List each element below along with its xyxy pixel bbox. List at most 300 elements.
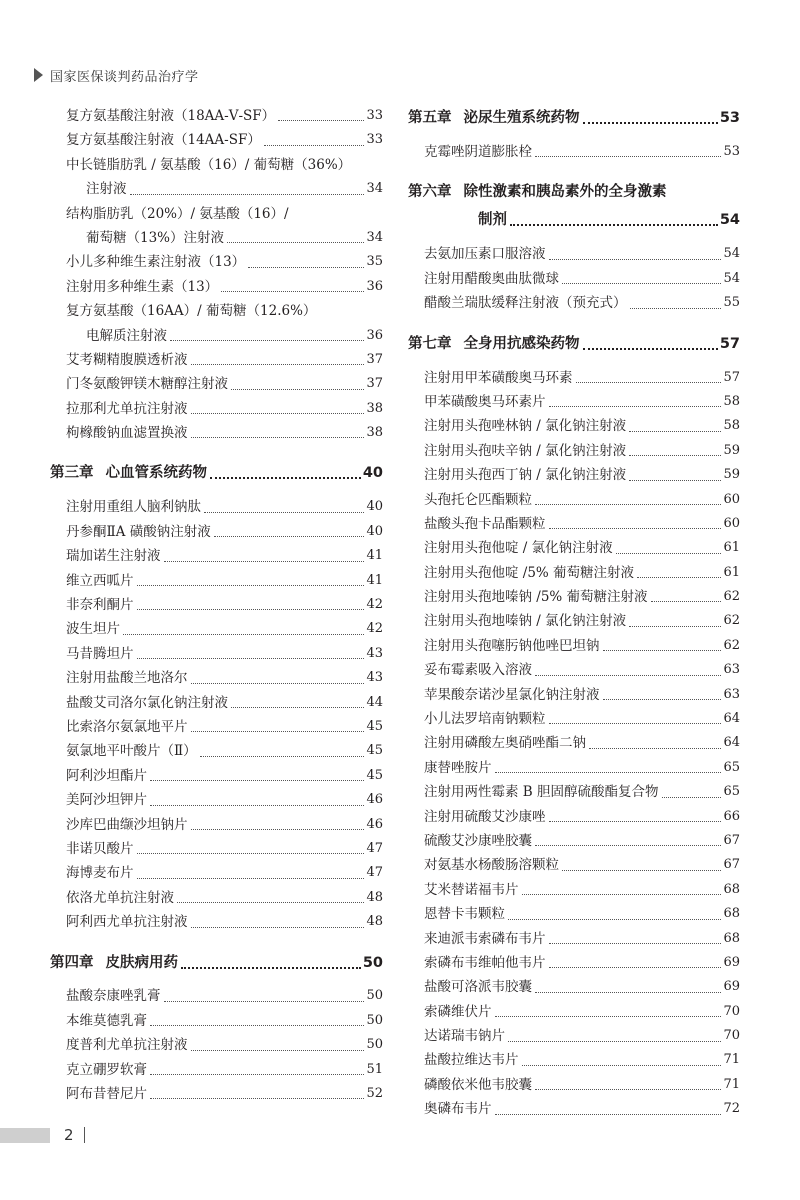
toc-entry[interactable] xyxy=(408,1097,740,1121)
chapter-number: 第五章 xyxy=(408,110,452,126)
chapter-number: 第四章 xyxy=(50,954,94,971)
toc-entry-title: 甲苯磺酸奥马环素片 xyxy=(424,393,546,410)
dot-leader xyxy=(522,1065,722,1066)
toc-page-number: 40 xyxy=(366,523,383,539)
toc-page-number: 43 xyxy=(366,670,383,686)
toc-page-number: 61 xyxy=(723,564,740,580)
toc-page-number: 46 xyxy=(366,792,383,808)
toc-entry[interactable] xyxy=(50,128,383,152)
dot-leader xyxy=(137,658,365,659)
dot-leader xyxy=(549,967,722,968)
toc-page-number: 46 xyxy=(366,816,383,832)
toc-entry-title: 苹果酸奈诺沙星氯化钠注射液 xyxy=(424,686,600,703)
dot-leader xyxy=(264,145,365,146)
toc-entry-title: 去氨加压素口服溶液 xyxy=(424,246,546,263)
toc-entry-title: 注射用两性霉素 B 胆固醇硫酸酯复合物 xyxy=(424,784,659,801)
toc-page-number: 68 xyxy=(723,906,740,922)
toc-entry-title: 中长链脂肪乳 / 氨基酸（16）/ 葡萄糖（36%） xyxy=(66,156,352,173)
toc-entry[interactable] xyxy=(50,397,383,421)
toc-page-number: 53 xyxy=(719,110,740,126)
toc-entry[interactable] xyxy=(408,414,740,438)
dot-leader xyxy=(150,1098,364,1099)
toc-page-number: 69 xyxy=(723,954,740,970)
page-footer xyxy=(0,1124,85,1146)
toc-entry-title: 艾米替诺福韦片 xyxy=(424,881,519,898)
triangle-marker-icon xyxy=(34,68,43,82)
toc-page-number: 54 xyxy=(723,270,740,286)
toc-page-number: 63 xyxy=(723,686,740,702)
chapter-title: 心血管系统药物 xyxy=(105,465,207,482)
toc-page-number: 50 xyxy=(362,954,383,971)
toc-entry[interactable] xyxy=(50,642,383,666)
dot-leader xyxy=(549,723,722,724)
dot-leader xyxy=(150,780,364,781)
toc-entry[interactable] xyxy=(408,585,740,609)
toc-entry-title: 盐酸奈康唑乳膏 xyxy=(66,988,161,1005)
toc-page-number: 47 xyxy=(366,865,383,881)
toc-entry-title: 奥磷布韦片 xyxy=(424,1101,492,1118)
chapter-heading[interactable] xyxy=(50,949,383,977)
toc-entry[interactable] xyxy=(50,153,383,177)
toc-entry[interactable] xyxy=(408,366,740,390)
toc-entry[interactable] xyxy=(50,691,383,715)
chapter-heading[interactable] xyxy=(408,206,740,234)
toc-entry-title: 瑞加诺生注射液 xyxy=(66,548,161,565)
toc-entry[interactable] xyxy=(408,683,740,707)
dot-leader xyxy=(583,122,718,124)
toc-entry-title: 非奈利酮片 xyxy=(66,597,134,614)
toc-page-number: 63 xyxy=(723,662,740,678)
dot-leader xyxy=(510,224,718,226)
dot-leader xyxy=(549,259,722,260)
dot-leader xyxy=(137,585,365,586)
toc-entry-title: 来迪派韦索磷布韦片 xyxy=(424,930,546,947)
dot-leader xyxy=(191,1050,365,1051)
toc-entry-title: 克立硼罗软膏 xyxy=(66,1061,147,1078)
dot-leader xyxy=(191,413,365,414)
toc-entry[interactable] xyxy=(50,764,383,788)
toc-page-number: 58 xyxy=(723,393,740,409)
toc-entry-title: 阿利西尤单抗注射液 xyxy=(66,914,188,931)
dot-leader xyxy=(562,283,721,284)
dot-leader xyxy=(204,512,364,513)
dot-leader xyxy=(522,894,722,895)
toc-page-number: 42 xyxy=(366,597,383,613)
toc-entry-title: 注射用头孢他啶 /5% 葡萄糖注射液 xyxy=(424,564,635,581)
dot-leader xyxy=(629,455,721,456)
toc-entry[interactable] xyxy=(408,140,740,164)
toc-entry[interactable] xyxy=(408,829,740,853)
toc-entry-title: 氨氯地平叶酸片（Ⅱ） xyxy=(66,743,197,760)
toc-entry-title: 头孢托仑匹酯颗粒 xyxy=(424,491,532,508)
dot-leader xyxy=(508,1041,721,1042)
toc-page-number: 53 xyxy=(723,143,740,159)
toc-entry[interactable] xyxy=(50,348,383,372)
dot-leader xyxy=(629,480,721,481)
dot-leader xyxy=(495,1114,722,1115)
toc-entry[interactable] xyxy=(408,927,740,951)
toc-entry[interactable] xyxy=(50,226,383,250)
toc-entry-title: 康替唑胺片 xyxy=(424,759,492,776)
toc-entry[interactable] xyxy=(50,1058,383,1082)
toc-entry-title: 注射用头孢噻肟钠他唑巴坦钠 xyxy=(424,637,600,654)
dot-leader xyxy=(221,291,364,292)
toc-entry[interactable] xyxy=(50,372,383,396)
dot-leader xyxy=(603,699,722,700)
toc-entry[interactable] xyxy=(408,853,740,877)
toc-entry-title: 注射用头孢地嗪钠 / 氯化钠注射液 xyxy=(424,613,627,630)
page-number: 2 xyxy=(64,1126,74,1144)
toc-entry-title: 注射用磷酸左奥硝唑酯二钠 xyxy=(424,735,586,752)
toc-page-number: 41 xyxy=(366,572,383,588)
toc-entry[interactable] xyxy=(408,902,740,926)
toc-entry[interactable] xyxy=(50,299,383,323)
toc-entry-title: 小儿多种维生素注射液（13） xyxy=(66,254,246,271)
dot-leader xyxy=(137,609,365,610)
toc-entry[interactable] xyxy=(408,975,740,999)
dot-leader xyxy=(576,382,722,383)
toc-entry[interactable] xyxy=(50,739,383,763)
toc-entry-title: 注射用盐酸兰地洛尔 xyxy=(66,670,188,687)
dot-leader xyxy=(164,1001,365,1002)
toc-entry-title: 注射液 xyxy=(86,181,127,198)
toc-page-number: 62 xyxy=(723,637,740,653)
dot-leader xyxy=(181,967,361,969)
dot-leader xyxy=(549,943,722,944)
toc-entry[interactable] xyxy=(50,104,383,128)
toc-page-number: 71 xyxy=(723,1076,740,1092)
dot-leader xyxy=(616,553,722,554)
toc-page-number: 60 xyxy=(723,491,740,507)
dot-leader xyxy=(508,919,721,920)
toc-entry-title: 电解质注射液 xyxy=(86,327,167,344)
toc-entry-title: 恩替卡韦颗粒 xyxy=(424,906,505,923)
toc-entry-title: 注射用重组人脑利钠肽 xyxy=(66,499,201,516)
dot-leader xyxy=(603,650,722,651)
toc-entry[interactable] xyxy=(50,666,383,690)
toc-page-number: 64 xyxy=(723,735,740,751)
toc-entry-title: 注射用头孢唑林钠 / 氯化钠注射液 xyxy=(424,418,627,435)
dot-leader xyxy=(549,406,722,407)
dot-leader xyxy=(562,870,721,871)
chapter-heading[interactable] xyxy=(50,459,383,487)
toc-entry-title: 小儿法罗培南钠颗粒 xyxy=(424,711,546,728)
toc-page-number: 57 xyxy=(719,335,740,352)
book-title: 国家医保谈判药品治疗学 xyxy=(50,69,199,85)
chapter-title: 除性激素和胰岛素外的全身激素 xyxy=(463,184,667,201)
toc-entry-title: 克霉唑阴道膨胀栓 xyxy=(424,143,532,160)
toc-page-number: 67 xyxy=(723,832,740,848)
toc-entry-title: 注射用头孢呋辛钠 / 氯化钠注射液 xyxy=(424,442,627,459)
dot-leader xyxy=(231,707,364,708)
toc-entry[interactable] xyxy=(50,1082,383,1106)
toc-entry[interactable] xyxy=(50,569,383,593)
toc-entry-title: 沙库巴曲缬沙坦钠片 xyxy=(66,816,188,833)
toc-entry[interactable] xyxy=(50,495,383,519)
dot-leader xyxy=(535,504,721,505)
dot-leader xyxy=(630,308,722,309)
toc-entry-title: 阿利沙坦酯片 xyxy=(66,767,147,784)
dot-leader xyxy=(191,437,365,438)
toc-entry[interactable] xyxy=(408,731,740,755)
toc-page-number: 61 xyxy=(723,540,740,556)
toc-entry[interactable] xyxy=(408,609,740,633)
toc-entry-title: 比索洛尔氨氯地平片 xyxy=(66,718,188,735)
dot-leader xyxy=(150,1025,364,1026)
toc-entry-title: 枸橼酸钠血滤置换液 xyxy=(66,425,188,442)
toc-entry-title: 维立西呱片 xyxy=(66,572,134,589)
dot-leader xyxy=(549,528,722,529)
toc-page-number: 62 xyxy=(723,589,740,605)
toc-entry[interactable] xyxy=(408,1073,740,1097)
toc-entry-title: 注射用硫酸艾沙康唑 xyxy=(424,808,546,825)
toc-entry[interactable] xyxy=(408,878,740,902)
toc-entry-title: 盐酸头孢卡品酯颗粒 xyxy=(424,515,546,532)
toc-page-number: 45 xyxy=(366,718,383,734)
toc-entry[interactable] xyxy=(50,520,383,544)
dot-leader xyxy=(495,772,722,773)
toc-entry[interactable] xyxy=(408,756,740,780)
toc-page-number: 43 xyxy=(366,645,383,661)
toc-entry-title: 达诺瑞韦钠片 xyxy=(424,1028,505,1045)
dot-leader xyxy=(137,853,365,854)
toc-entry[interactable] xyxy=(408,242,740,266)
dot-leader xyxy=(278,120,364,121)
toc-page-number: 55 xyxy=(723,295,740,311)
dot-leader xyxy=(214,536,365,537)
toc-page-number: 54 xyxy=(719,212,740,229)
toc-page-number: 48 xyxy=(366,889,383,905)
toc-page-number: 40 xyxy=(362,465,383,482)
toc-page-number: 59 xyxy=(723,442,740,458)
dot-leader xyxy=(210,477,361,479)
toc-entry[interactable] xyxy=(50,813,383,837)
toc-entry-title: 妥布霉素吸入溶液 xyxy=(424,662,532,679)
toc-entry[interactable] xyxy=(408,658,740,682)
toc-entry[interactable] xyxy=(408,1024,740,1048)
dot-leader xyxy=(191,364,365,365)
dot-leader xyxy=(662,797,722,798)
toc-entry[interactable] xyxy=(50,715,383,739)
chapter-heading[interactable] xyxy=(408,104,740,132)
toc-entry[interactable] xyxy=(408,1000,740,1024)
toc-page-number: 33 xyxy=(366,107,383,123)
toc-page-number: 68 xyxy=(723,930,740,946)
toc-entry-title: 复方氨基酸（16AA）/ 葡萄糖（12.6%） xyxy=(66,303,317,320)
toc-page-number: 50 xyxy=(366,988,383,1004)
toc-entry[interactable] xyxy=(408,439,740,463)
toc-page-number: 35 xyxy=(366,254,383,270)
dot-leader xyxy=(191,683,365,684)
toc-entry-title: 马昔腾坦片 xyxy=(66,645,134,662)
toc-entry[interactable] xyxy=(408,488,740,512)
dot-leader xyxy=(191,731,365,732)
toc-entry-title: 波生坦片 xyxy=(66,621,120,638)
toc-entry-title: 依洛尤单抗注射液 xyxy=(66,889,174,906)
toc-page-number: 72 xyxy=(723,1101,740,1117)
dot-leader xyxy=(589,748,721,749)
toc-entry-title: 索磷布韦维帕他韦片 xyxy=(424,954,546,971)
toc-entry[interactable] xyxy=(50,617,383,641)
toc-entry-title: 盐酸艾司洛尔氯化钠注射液 xyxy=(66,694,228,711)
toc-entry-title: 注射用多种维生素（13） xyxy=(66,278,219,295)
toc-entry[interactable] xyxy=(408,951,740,975)
toc-entry-title: 拉那利尤单抗注射液 xyxy=(66,400,188,417)
toc-entry[interactable] xyxy=(408,291,740,315)
toc-entry[interactable] xyxy=(50,544,383,568)
toc-entry[interactable] xyxy=(408,707,740,731)
toc-page-number: 38 xyxy=(366,400,383,416)
toc-page-number: 47 xyxy=(366,840,383,856)
toc-entry[interactable] xyxy=(408,780,740,804)
toc-entry[interactable] xyxy=(50,421,383,445)
dot-leader xyxy=(629,431,721,432)
toc-entry-title: 本维莫德乳膏 xyxy=(66,1012,147,1029)
toc-entry-title: 注射用甲苯磺酸奥马环素 xyxy=(424,369,573,386)
toc-entry-title: 对氨基水杨酸肠溶颗粒 xyxy=(424,857,559,874)
chapter-title: 泌尿生殖系统药物 xyxy=(463,110,580,126)
toc-entry[interactable] xyxy=(408,512,740,536)
dot-leader xyxy=(231,389,364,390)
toc-page-number: 59 xyxy=(723,467,740,483)
toc-entry[interactable] xyxy=(408,390,740,414)
dot-leader xyxy=(535,1089,721,1090)
toc-entry[interactable] xyxy=(50,202,383,226)
footer-divider xyxy=(84,1127,85,1143)
dot-leader xyxy=(651,601,722,602)
toc-entry-title: 门冬氨酸钾镁木糖醇注射液 xyxy=(66,376,228,393)
dot-leader xyxy=(535,845,721,846)
dot-leader xyxy=(130,194,365,195)
toc-entry-title: 盐酸可洛派韦胶囊 xyxy=(424,979,532,996)
toc-page-number: 50 xyxy=(366,1037,383,1053)
toc-entry[interactable] xyxy=(408,805,740,829)
toc-page-number: 38 xyxy=(366,425,383,441)
dot-leader xyxy=(637,577,721,578)
toc-entry[interactable] xyxy=(50,1009,383,1033)
chapter-title: 制剂 xyxy=(478,212,507,229)
toc-page-number: 69 xyxy=(723,979,740,995)
toc-page-number: 68 xyxy=(723,881,740,897)
dot-leader xyxy=(150,1074,364,1075)
toc-page-number: 64 xyxy=(723,711,740,727)
toc-entry[interactable] xyxy=(50,1033,383,1057)
toc-entry-title: 丹参酮ⅡA 磺酸钠注射液 xyxy=(66,523,211,540)
toc-entry[interactable] xyxy=(408,536,740,560)
chapter-heading[interactable] xyxy=(408,330,740,358)
toc-page-number: 34 xyxy=(366,181,383,197)
toc-entry-title: 索磷维伏片 xyxy=(424,1003,492,1020)
toc-page-number: 34 xyxy=(366,229,383,245)
dot-leader xyxy=(137,878,365,879)
toc-entry-title: 磷酸依米他韦胶囊 xyxy=(424,1076,532,1093)
dot-leader xyxy=(248,267,364,268)
toc-entry-title: 美阿沙坦钾片 xyxy=(66,792,147,809)
dot-leader xyxy=(495,1016,722,1017)
toc-entry-title: 艾考糊精腹膜透析液 xyxy=(66,351,188,368)
chapter-heading[interactable] xyxy=(408,178,740,206)
toc-entry[interactable] xyxy=(408,561,740,585)
toc-entry[interactable] xyxy=(50,177,383,201)
toc-page-number: 62 xyxy=(723,613,740,629)
toc-entry[interactable] xyxy=(50,593,383,617)
toc-entry[interactable] xyxy=(50,837,383,861)
dot-leader xyxy=(170,340,364,341)
toc-entry-title: 复方氨基酸注射液（18AA-Ⅴ-SF） xyxy=(66,107,276,124)
toc-entry-title: 度普利尤单抗注射液 xyxy=(66,1037,188,1054)
toc-page-number: 41 xyxy=(366,548,383,564)
toc-entry[interactable] xyxy=(408,634,740,658)
toc-entry[interactable] xyxy=(408,463,740,487)
toc-entry-title: 葡萄糖（13%）注射液 xyxy=(86,229,225,246)
chapter-title: 皮肤病用药 xyxy=(105,954,178,971)
toc-page-number: 65 xyxy=(723,784,740,800)
dot-leader xyxy=(583,348,718,350)
toc-entry-title: 注射用头孢西丁钠 / 氯化钠注射液 xyxy=(424,467,627,484)
toc-entry[interactable] xyxy=(50,985,383,1009)
toc-entry-title: 注射用头孢他啶 / 氯化钠注射液 xyxy=(424,540,613,557)
chapter-title: 全身用抗感染药物 xyxy=(463,335,580,352)
dot-leader xyxy=(123,634,364,635)
toc-page-number: 51 xyxy=(366,1061,383,1077)
chapter-number: 第七章 xyxy=(408,335,452,352)
toc-entry[interactable] xyxy=(50,250,383,274)
chapter-number: 第三章 xyxy=(50,465,94,482)
toc-entry-title: 非诺贝酸片 xyxy=(66,840,134,857)
toc-page-number: 57 xyxy=(723,369,740,385)
toc-page-number: 37 xyxy=(366,351,383,367)
dot-leader xyxy=(191,829,365,830)
toc-entry[interactable] xyxy=(408,1049,740,1073)
toc-page-number: 44 xyxy=(366,694,383,710)
toc-entry-title: 注射用醋酸奥曲肽微球 xyxy=(424,270,559,287)
footer-bar xyxy=(0,1128,50,1143)
toc-page-number: 37 xyxy=(366,376,383,392)
toc-page-number: 36 xyxy=(366,278,383,294)
toc-entry-title: 盐酸拉维达韦片 xyxy=(424,1052,519,1069)
toc-page-number: 65 xyxy=(723,759,740,775)
toc-entry-title: 硫酸艾沙康唑胶囊 xyxy=(424,832,532,849)
running-header xyxy=(34,64,199,86)
toc-page-number: 70 xyxy=(723,1028,740,1044)
toc-page-number: 60 xyxy=(723,515,740,531)
toc-page-number: 33 xyxy=(366,132,383,148)
toc-page-number: 42 xyxy=(366,621,383,637)
toc-page-number: 66 xyxy=(723,808,740,824)
toc-entry[interactable] xyxy=(50,910,383,934)
toc-entry[interactable] xyxy=(50,788,383,812)
toc-entry[interactable] xyxy=(50,324,383,348)
dot-leader xyxy=(549,821,722,822)
toc-page-number: 58 xyxy=(723,418,740,434)
toc-entry[interactable] xyxy=(50,861,383,885)
dot-leader xyxy=(535,156,721,157)
toc-entry-title: 醋酸兰瑞肽缓释注射液（预充式） xyxy=(424,295,627,312)
toc-entry[interactable] xyxy=(50,275,383,299)
toc-entry-title: 注射用头孢地嗪钠 /5% 葡萄糖注射液 xyxy=(424,589,648,606)
dot-leader xyxy=(164,561,365,562)
toc-entry[interactable] xyxy=(50,886,383,910)
toc-page-number: 36 xyxy=(366,327,383,343)
dot-leader xyxy=(227,242,364,243)
dot-leader xyxy=(191,927,365,928)
dot-leader xyxy=(629,626,721,627)
toc-page-number: 50 xyxy=(366,1012,383,1028)
dot-leader xyxy=(177,902,364,903)
toc-page-number: 48 xyxy=(366,914,383,930)
toc-right-column xyxy=(408,104,740,1122)
toc-entry[interactable] xyxy=(408,267,740,291)
